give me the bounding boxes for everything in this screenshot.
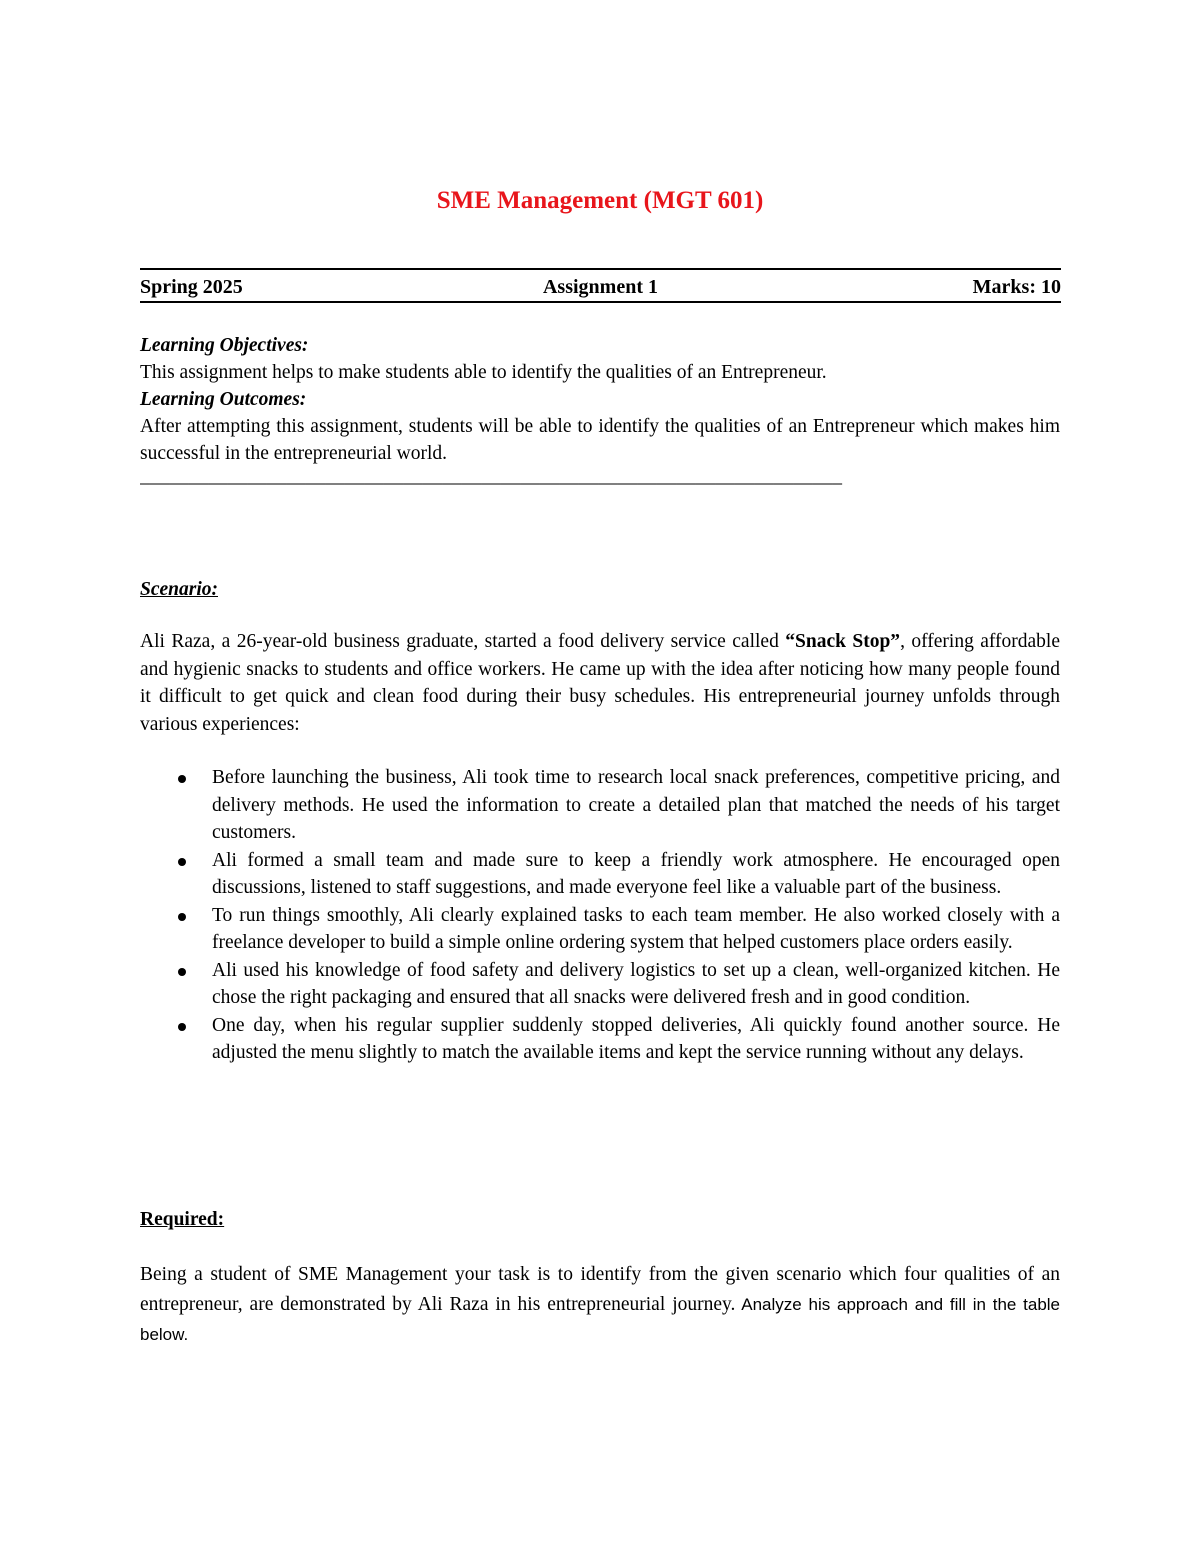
list-item (140, 957, 1060, 1012)
bullet-icon (178, 775, 186, 783)
bullet-icon (178, 968, 186, 976)
required-text-tail: Analyze his approach and fill in the table below. (140, 1295, 1061, 1344)
learning-section (140, 332, 1060, 490)
list-item-text: To run things smoothly, Ali clearly explained tasks to each team member. He also worked closely with a freelance developer to build a simple online ordering system that helped customers place orders easily. (212, 904, 1060, 953)
brand-name: “Snack Stop” (785, 631, 901, 652)
header-bottom-rule (140, 301, 1061, 303)
list-item (140, 847, 1060, 902)
learning-outcomes-text: After attempting this assignment, students will be able to identify the qualities of an Entrepreneur which makes him successful in the entrepreneurial world. (140, 416, 1060, 464)
assignment-label: Assignment 1 (542, 276, 658, 298)
learning-objectives-label: Learning Objectives: (140, 335, 309, 356)
bullet-icon (178, 1023, 186, 1031)
header-top-rule (140, 268, 1061, 270)
list-item-text: Ali formed a small team and made sure to keep a friendly work atmosphere. He encouraged open discussions, listened to staff suggestions, and made everyone feel like a valuable part of the business. (212, 849, 1060, 898)
bullet-icon (178, 858, 186, 866)
list-item (140, 1012, 1060, 1067)
scenario-bullet-list (140, 764, 1060, 1067)
list-item-text: Ali used his knowledge of food safety and delivery logistics to set up a clean, well-organized kitchen. He chose the right packaging and ensured that all snacks were delivered fresh and in good condition. (212, 959, 1060, 1008)
list-item-text: Before launching the business, Ali took time to research local snack preferences, competitive pricing, and delivery methods. He used the information to create a detailed plan that matched the needs of his target customers. (212, 767, 1060, 843)
scenario-heading: Scenario: (140, 579, 218, 600)
assignment-header (140, 273, 1061, 301)
learning-objectives-text: This assignment helps to make students able to identify the qualities of an Entrepreneur. (140, 362, 827, 383)
scenario-intro-after: , offering affordable and hygienic snacks to students and office workers. He came up with the idea after noticing how many people found it difficult to get quick and clean food during their busy schedules. His entrepreneurial journey unfolds through various experiences: (140, 631, 1061, 735)
list-item-text: One day, when his regular supplier suddenly stopped deliveries, Ali quickly found another source. He adjusted the menu slightly to match the available items and kept the service running without any delays. (212, 1014, 1060, 1063)
scenario-intro-before: Ali Raza, a 26-year-old business graduate, started a food delivery service called (140, 631, 786, 652)
required-text (140, 1260, 1060, 1350)
marks-label: Marks: 10 (972, 276, 1061, 298)
bullet-icon (178, 913, 186, 921)
required-heading: Required: (140, 1209, 225, 1230)
required-heading-row (140, 1206, 1060, 1233)
page-title: SME Management (MGT 601) (436, 187, 764, 214)
separator-line: ________________________________________________________________________ (140, 466, 842, 487)
semester-label: Spring 2025 (140, 276, 243, 298)
learning-outcomes-label: Learning Outcomes: (140, 389, 307, 410)
required-text-main: Being a student of SME Management your task is to identify from the given scenario which four qualities of an entrepreneur, are demonstrated by Ali Raza in his entrepreneurial journey. (140, 1264, 1060, 1315)
list-item (140, 764, 1060, 847)
scenario-intro (140, 628, 1060, 738)
scenario-heading-row (140, 576, 1060, 603)
list-item (140, 902, 1060, 957)
